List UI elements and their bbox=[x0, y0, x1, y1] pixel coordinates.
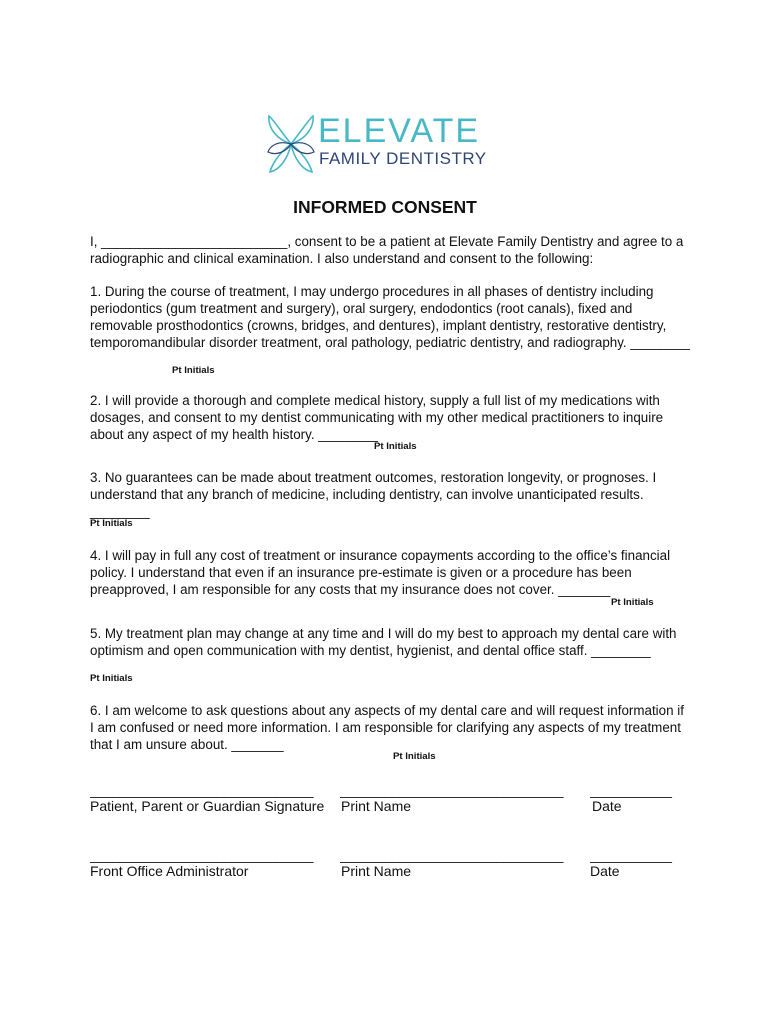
patient-signature-line[interactable]: ______________________________ bbox=[90, 783, 314, 798]
admin-date-line[interactable]: ___________ bbox=[590, 848, 672, 863]
admin-signature-line[interactable]: ______________________________ bbox=[90, 848, 314, 863]
patient-print-name-line[interactable]: ______________________________ bbox=[340, 783, 564, 798]
elevate-logo bbox=[266, 112, 506, 176]
pt-initials-label-3: Pt Initials bbox=[90, 518, 133, 529]
consent-item-1: 1. During the course of treatment, I may undergo procedures in all phases of dentistry including periodontics (gum treatment and surgery), oral surgery, endodontics (root canals), fixed and removable prosthodontics (crowns, bridges, and dentures), implant dentistry, restorative dentistry, temporomandibular disorder treatment, oral pathology, pediatric dentistry, and radiography. ________ bbox=[90, 284, 690, 350]
consent-item-3: 3. No guarantees can be made about treatment outcomes, restoration longevity, or prognoses. I understand that any branch of medicine, including dentistry, can involve unanticipated results. ________ bbox=[90, 470, 657, 519]
consent-item-5: 5. My treatment plan may change at any time and I will do my best to approach my dental care with optimism and open communication with my dentist, hygienist, and dental office staff. ________ bbox=[90, 626, 677, 658]
intro-paragraph: I, _________________________, consent to be a patient at Elevate Family Dentistry and agree to a radiographic and clinical examination. I also understand and consent to the following: bbox=[90, 234, 684, 266]
logo-brand-text: ELEVATE bbox=[318, 112, 481, 150]
admin-date-label: Date bbox=[590, 863, 620, 879]
consent-item-2: 2. I will provide a thorough and complete medical history, supply a full list of my medications with dosages, and consent to my dentist communicating with my other medical practitioners to inquire about any aspect of my health history. ________ bbox=[90, 393, 664, 442]
pt-initials-label-5: Pt Initials bbox=[90, 673, 133, 684]
admin-signature-label: Front Office Administrator bbox=[90, 863, 249, 879]
pt-initials-label-6: Pt Initials bbox=[393, 751, 436, 762]
pt-initials-label-1: Pt Initials bbox=[172, 365, 215, 376]
admin-print-name-line[interactable]: ______________________________ bbox=[340, 848, 564, 863]
patient-print-name-label: Print Name bbox=[341, 798, 412, 814]
patient-date-line[interactable]: ___________ bbox=[590, 783, 672, 798]
consent-item-4: 4. I will pay in full any cost of treatment or insurance copayments according to the office’s financial policy. I understand that even if an insurance pre-estimate is given or a procedure has been preapproved, I am responsible for any costs that my insurance does not cover. _______ bbox=[90, 548, 671, 597]
butterfly-logo-icon bbox=[266, 112, 316, 176]
patient-date-label: Date bbox=[592, 798, 622, 814]
patient-signature-label: Patient, Parent or Guardian Signature bbox=[90, 798, 325, 814]
logo-subtitle-text: FAMILY DENTISTRY bbox=[319, 149, 487, 168]
page-title: INFORMED CONSENT bbox=[293, 197, 477, 217]
pt-initials-label-4: Pt Initials bbox=[611, 597, 654, 608]
pt-initials-label-2: Pt Initials bbox=[374, 441, 417, 452]
consent-item-6: 6. I am welcome to ask questions about any aspects of my dental care and will request information if I am confused or need more information. I am responsible for clarifying any aspects of my treatment that I am unsure about. _______ bbox=[90, 703, 684, 752]
admin-print-name-label: Print Name bbox=[341, 863, 412, 879]
